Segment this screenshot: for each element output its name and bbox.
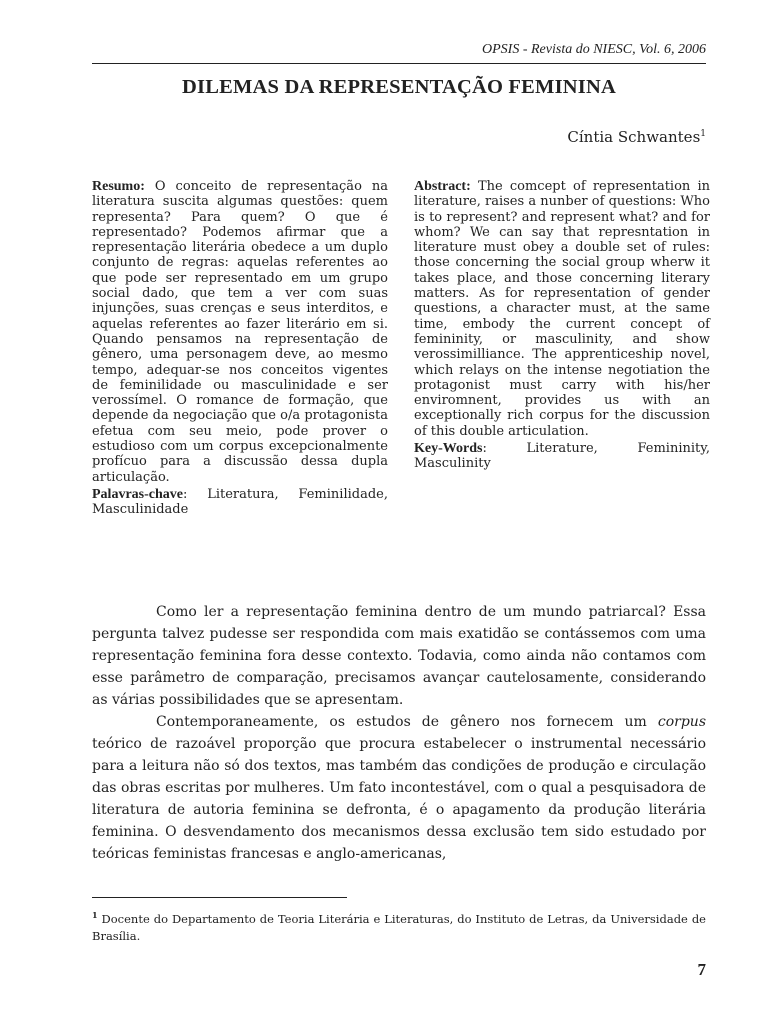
article-body xyxy=(92,601,706,865)
resumo-label: Resumo: xyxy=(92,179,145,194)
resumo-keywords-text: : Literatura, Feminilidade, Masculinidade xyxy=(92,486,388,518)
corpus-emphasis: corpus xyxy=(657,714,706,730)
abstract-paragraph xyxy=(414,179,710,439)
abstract-label: Abstract: xyxy=(414,179,471,194)
resumo-keywords-label: Palavras-chave xyxy=(92,486,183,502)
body-paragraph-2-start: Contemporaneamente, os estudos de gênero nos fornecem um xyxy=(156,714,658,730)
article-author xyxy=(92,128,706,146)
resumo-keywords xyxy=(92,487,388,518)
abstract-keywords-label: Key-Words xyxy=(414,441,483,457)
page-number: 7 xyxy=(697,960,706,979)
author-footnote-marker[interactable]: 1 xyxy=(700,129,706,139)
footnote xyxy=(92,907,706,945)
article-title: DILEMAS DA REPRESENTAÇÃO FEMININA xyxy=(182,76,616,98)
footnote-marker: 1 xyxy=(92,910,98,920)
footnote-divider xyxy=(92,897,347,898)
body-paragraph-2 xyxy=(92,711,706,865)
resumo-paragraph xyxy=(92,179,388,485)
abstract-column xyxy=(414,179,710,472)
body-paragraph-1: Como ler a representação feminina dentro de um mundo patriarcal? Essa pergunta talvez pudesse ser respondida com mais exatidão se contássemos com uma representação feminina fora desse contexto. Todavia, como ainda não contamos com esse parâmetro de comparação, precisamos avançar cautelosamente, considerando as várias possibilidades que se apresentam. xyxy=(92,604,706,708)
abstract-keywords-text: : Literature, Femininity, Masculinity xyxy=(414,441,710,472)
author-name: Cíntia Schwantes xyxy=(567,128,701,146)
resumo-text: O conceito de representação na literatura suscita algumas questões: quem representa? Para quem? O que é representado? Podemos afirmar que a representação literária obedece a um duplo conjunto de regras: aquelas referentes ao que pode ser representado em um grupo social dado, que tem a ver com suas injunções, suas crenças e seus interditos, e aquelas referentes ao fazer literário em si. Quando pensamos na representação de gênero, uma personagem deve, ao mesmo tempo, adequar-se nos conceitos vigentes de feminilidade ou masculinidade e ser verossímel. O romance de formação, que depende da negociação que o/a protagonista efetua com seu meio, pode prover o estudioso com um corpus excepcionalmente profícuo para a discussão dessa dupla articulação. xyxy=(92,179,388,485)
running-head: OPSIS - Revista do NIESC, Vol. 6, 2006 xyxy=(482,42,706,57)
resumo-column xyxy=(92,179,388,518)
abstract-keywords xyxy=(414,441,710,472)
header-divider xyxy=(92,63,706,64)
abstract-text: The comcept of representation in literature, raises a nunber of questions: Who is to represent? and represent what? and for whom? We can say that represntation in literature must obey a double set of rules: those concerning the social group wherw it takes place, and those concerning literary matters. As for representation of gender questions, a character must, at the same time, embody the current concept of femininity, or masculinity, and show verossimilliance. The apprenticeship novel, which relays on the intense negotiation the protagonist must carry with his/her enviromnent, provides us with an exceptionally rich corpus for the discussion of this double articulation. xyxy=(414,179,710,439)
footnote-text: Docente do Departamento de Teoria Literária e Literaturas, do Instituto de Letras, da Universidade de Brasília. xyxy=(92,911,706,943)
body-paragraph-2-end: teórico de razoável proporção que procura estabelecer o instrumental necessário para a leitura não só dos textos, mas também das condições de produção e circulação das obras escritas por mulheres. Um fato incontestável, com o qual a pesquisadora de literatura de autoria feminina se defronta, é o apagamento da produção literária feminina. O desvendamento dos mecanismos dessa exclusão tem sido estudado por teóricas feministas francesas e anglo-americanas, xyxy=(92,736,706,862)
